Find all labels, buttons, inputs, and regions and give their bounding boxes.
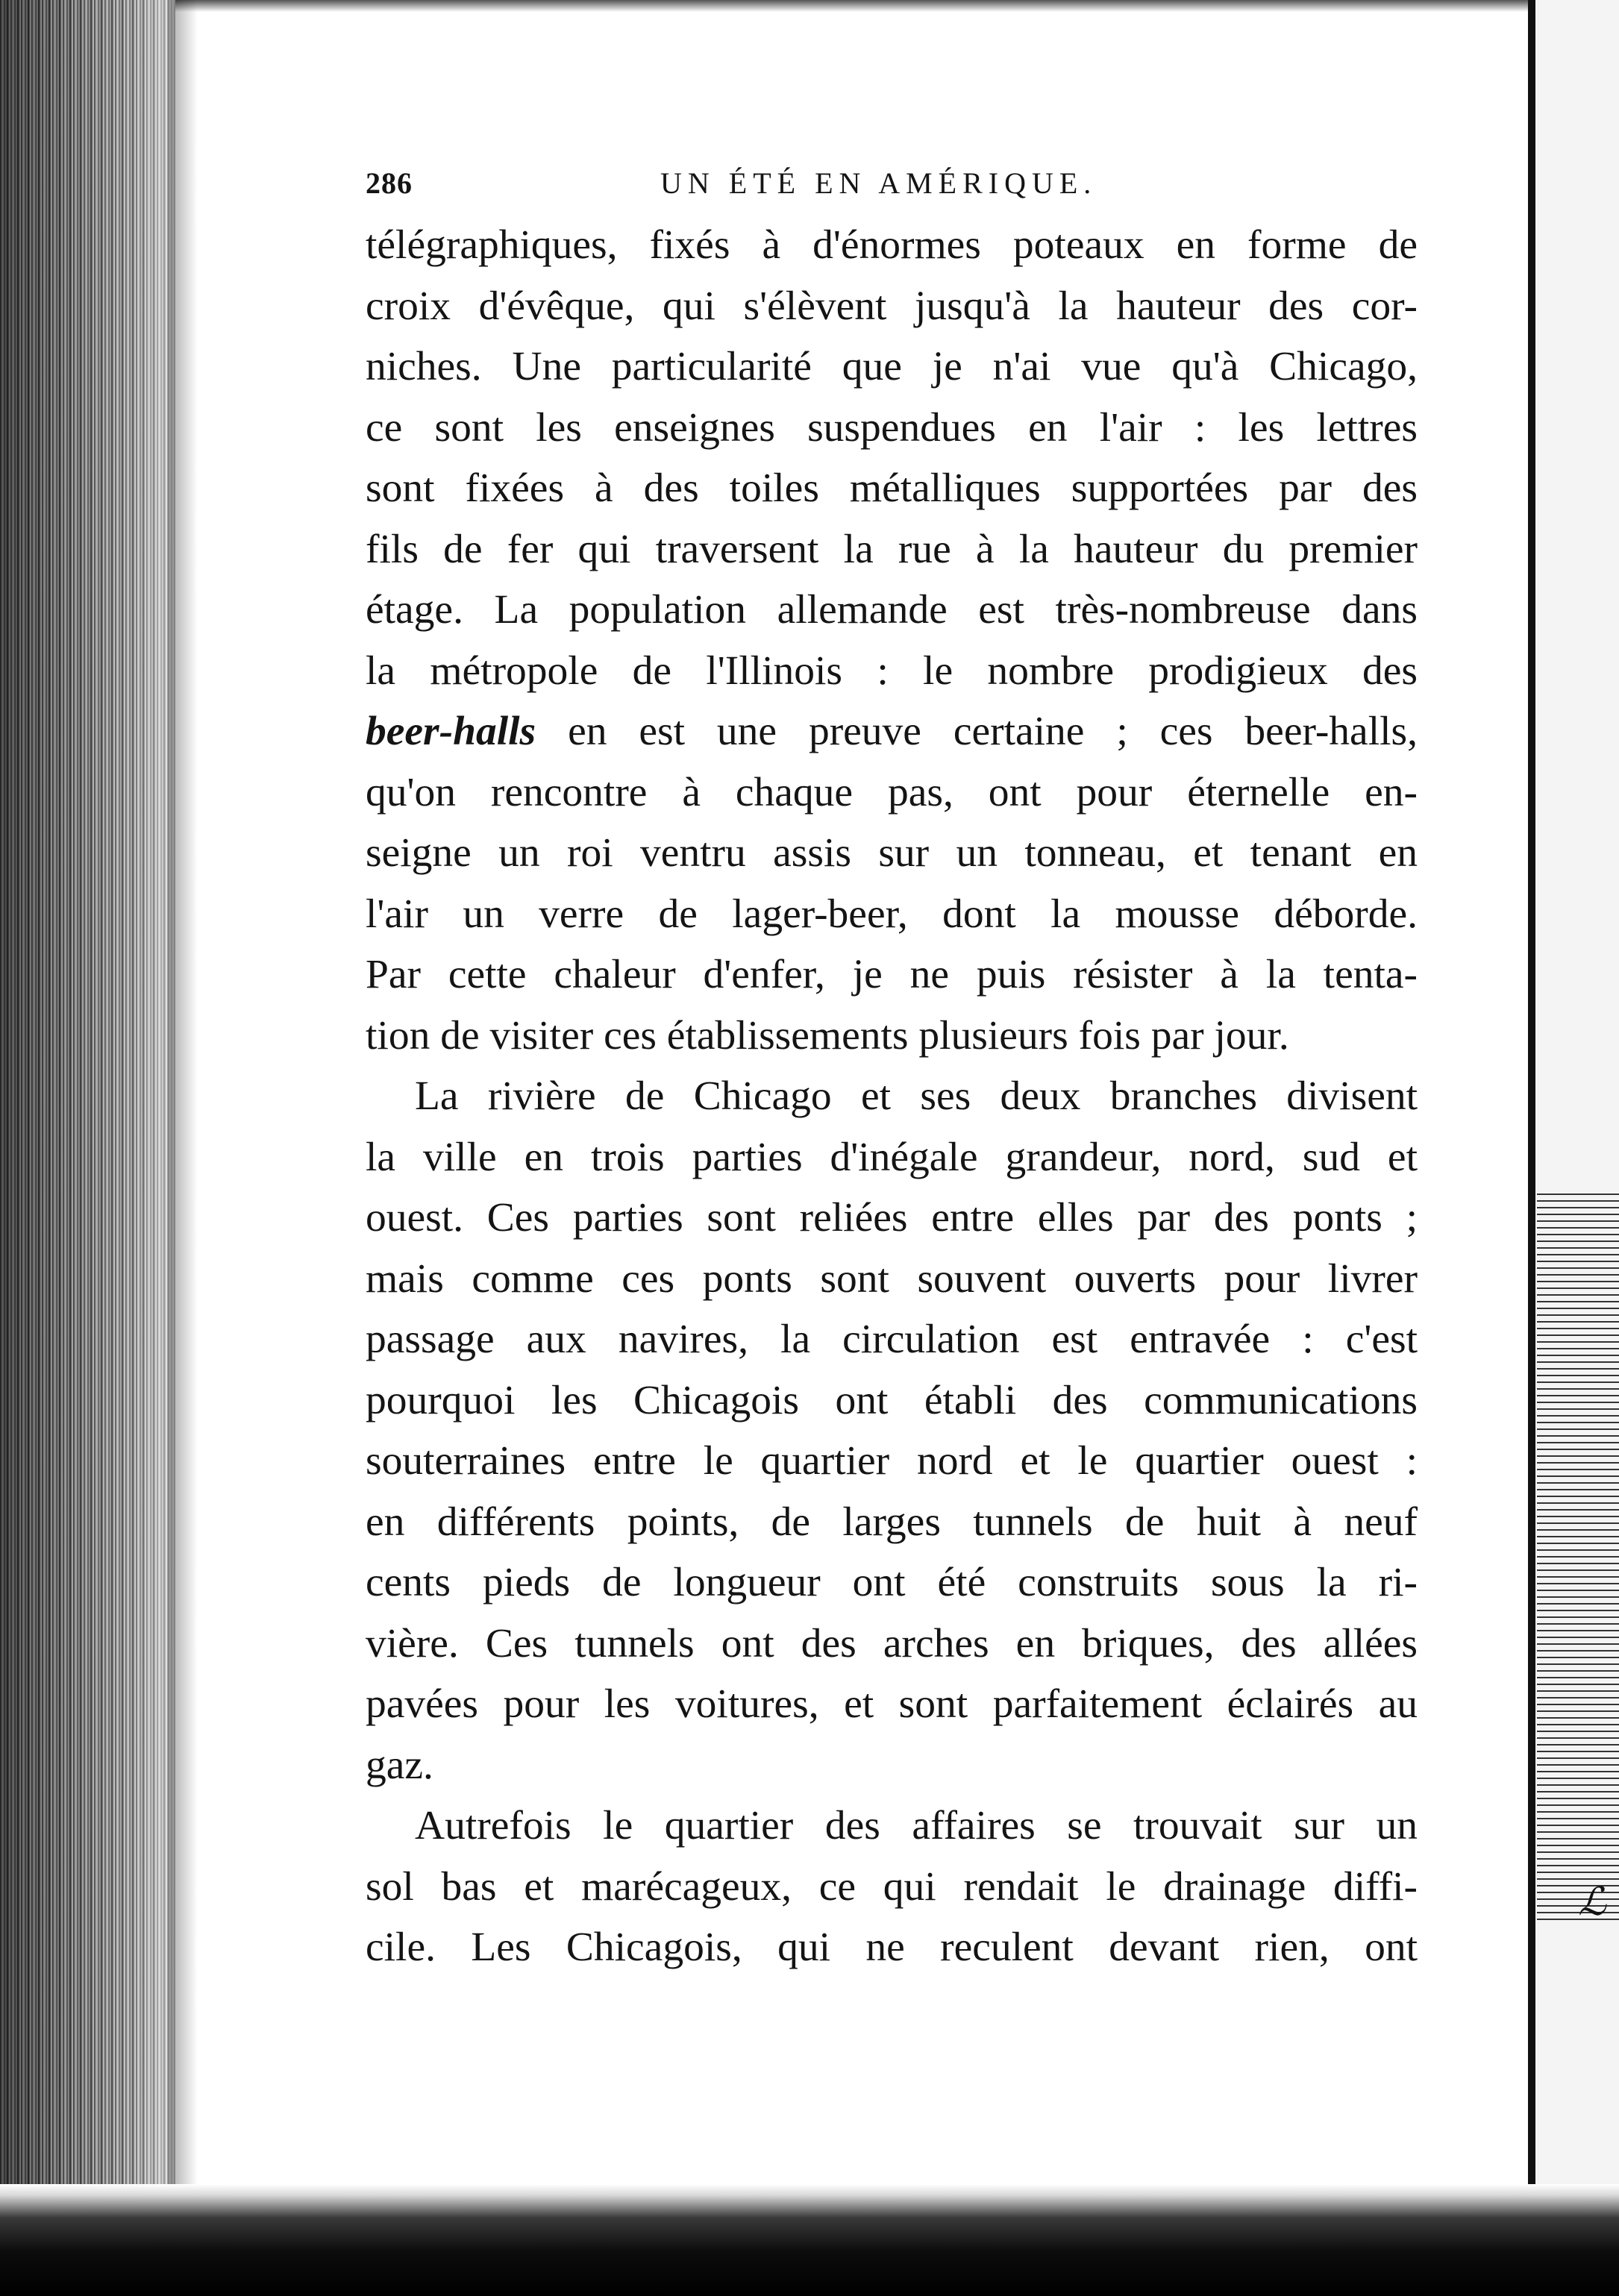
text-line: souterraines entre le quartier nord et le quartier ouest : bbox=[366, 1438, 1418, 1484]
bottom-shadow bbox=[0, 2184, 1619, 2296]
text-line: La rivière de Chicago et ses deux branches divisent bbox=[415, 1073, 1418, 1119]
text-line: en différents points, de larges tunnels de huit à neuf bbox=[366, 1499, 1418, 1545]
facing-page-edge bbox=[1528, 0, 1619, 2296]
text-line: Par cette chaleur d'enfer, je ne puis résister à la tenta- bbox=[366, 952, 1418, 997]
facing-page-mark: ℒ bbox=[1578, 1880, 1606, 1925]
italic-term: beer-halls bbox=[366, 709, 536, 754]
text-line: étage. La population allemande est très-nombreuse dans bbox=[366, 587, 1418, 633]
gutter-shadow bbox=[168, 0, 198, 2296]
text-line: gaz. bbox=[366, 1742, 433, 1788]
paragraph-3 bbox=[366, 1795, 1418, 1978]
text-line: fils de fer qui traversent la rue à la hauteur du premier bbox=[366, 526, 1418, 572]
text-line-rest: en est une preuve certaine ; ces beer-halls, bbox=[568, 709, 1418, 754]
paragraph-1 bbox=[366, 215, 1418, 1066]
text-line: tion de visiter ces établissements plusieurs fois par jour. bbox=[366, 1012, 1289, 1058]
text-line: Autrefois le quartier des affaires se trouvait sur un bbox=[415, 1803, 1418, 1848]
text-line: sont fixées à des toiles métalliques supportées par des bbox=[366, 465, 1418, 511]
text-line: cents pieds de longueur ont été construits sous la ri- bbox=[366, 1560, 1418, 1605]
text-line: seigne un roi ventru assis sur un tonneau, et tenant en bbox=[366, 830, 1418, 876]
text-line: la ville en trois parties d'inégale grandeur, nord, sud et bbox=[366, 1134, 1418, 1180]
page-text-block bbox=[366, 157, 1418, 1978]
text-line: télégraphiques, fixés à d'énormes poteaux en forme de bbox=[366, 222, 1418, 268]
text-line: ouest. Ces parties sont reliées entre elles par des ponts ; bbox=[366, 1195, 1418, 1240]
text-line: niches. Une particularité que je n'ai vue qu'à Chicago, bbox=[366, 344, 1418, 389]
text-line: ce sont les enseignes suspendues en l'air : les lettres bbox=[366, 404, 1418, 451]
text-line: vière. Ces tunnels ont des arches en briques, des allées bbox=[366, 1620, 1418, 1666]
paragraph-2 bbox=[366, 1066, 1418, 1795]
text-line: l'air un verre de lager-beer, dont la mousse déborde. bbox=[366, 891, 1418, 937]
text-line: la métropole de l'Illinois : le nombre prodigieux des bbox=[366, 647, 1418, 694]
text-line: qu'on rencontre à chaque pas, ont pour éternelle en- bbox=[366, 769, 1418, 815]
running-title: UN ÉTÉ EN AMÉRIQUE. bbox=[660, 166, 1097, 200]
text-line bbox=[366, 701, 1418, 762]
text-line: croix d'évêque, qui s'élèvent jusqu'à la hauteur des cor- bbox=[366, 283, 1418, 329]
text-line: mais comme ces ponts sont souvent ouverts pour livrer bbox=[366, 1255, 1418, 1302]
page-number: 286 bbox=[366, 166, 413, 200]
running-head bbox=[366, 157, 1418, 198]
text-line: pourquoi les Chicagois ont établi des communications bbox=[366, 1377, 1418, 1423]
top-shadow bbox=[0, 0, 1619, 12]
text-line: cile. Les Chicagois, qui ne reculent devant rien, ont bbox=[366, 1925, 1418, 1970]
facing-page-rule-lines bbox=[1537, 1194, 1619, 1925]
text-line: pavées pour les voitures, et sont parfaitement éclairés au bbox=[366, 1681, 1418, 1727]
text-line: sol bas et marécageux, ce qui rendait le drainage diffi- bbox=[366, 1863, 1418, 1910]
text-line: passage aux navires, la circulation est entravée : c'est bbox=[366, 1317, 1418, 1362]
book-page-edges bbox=[0, 0, 175, 2296]
